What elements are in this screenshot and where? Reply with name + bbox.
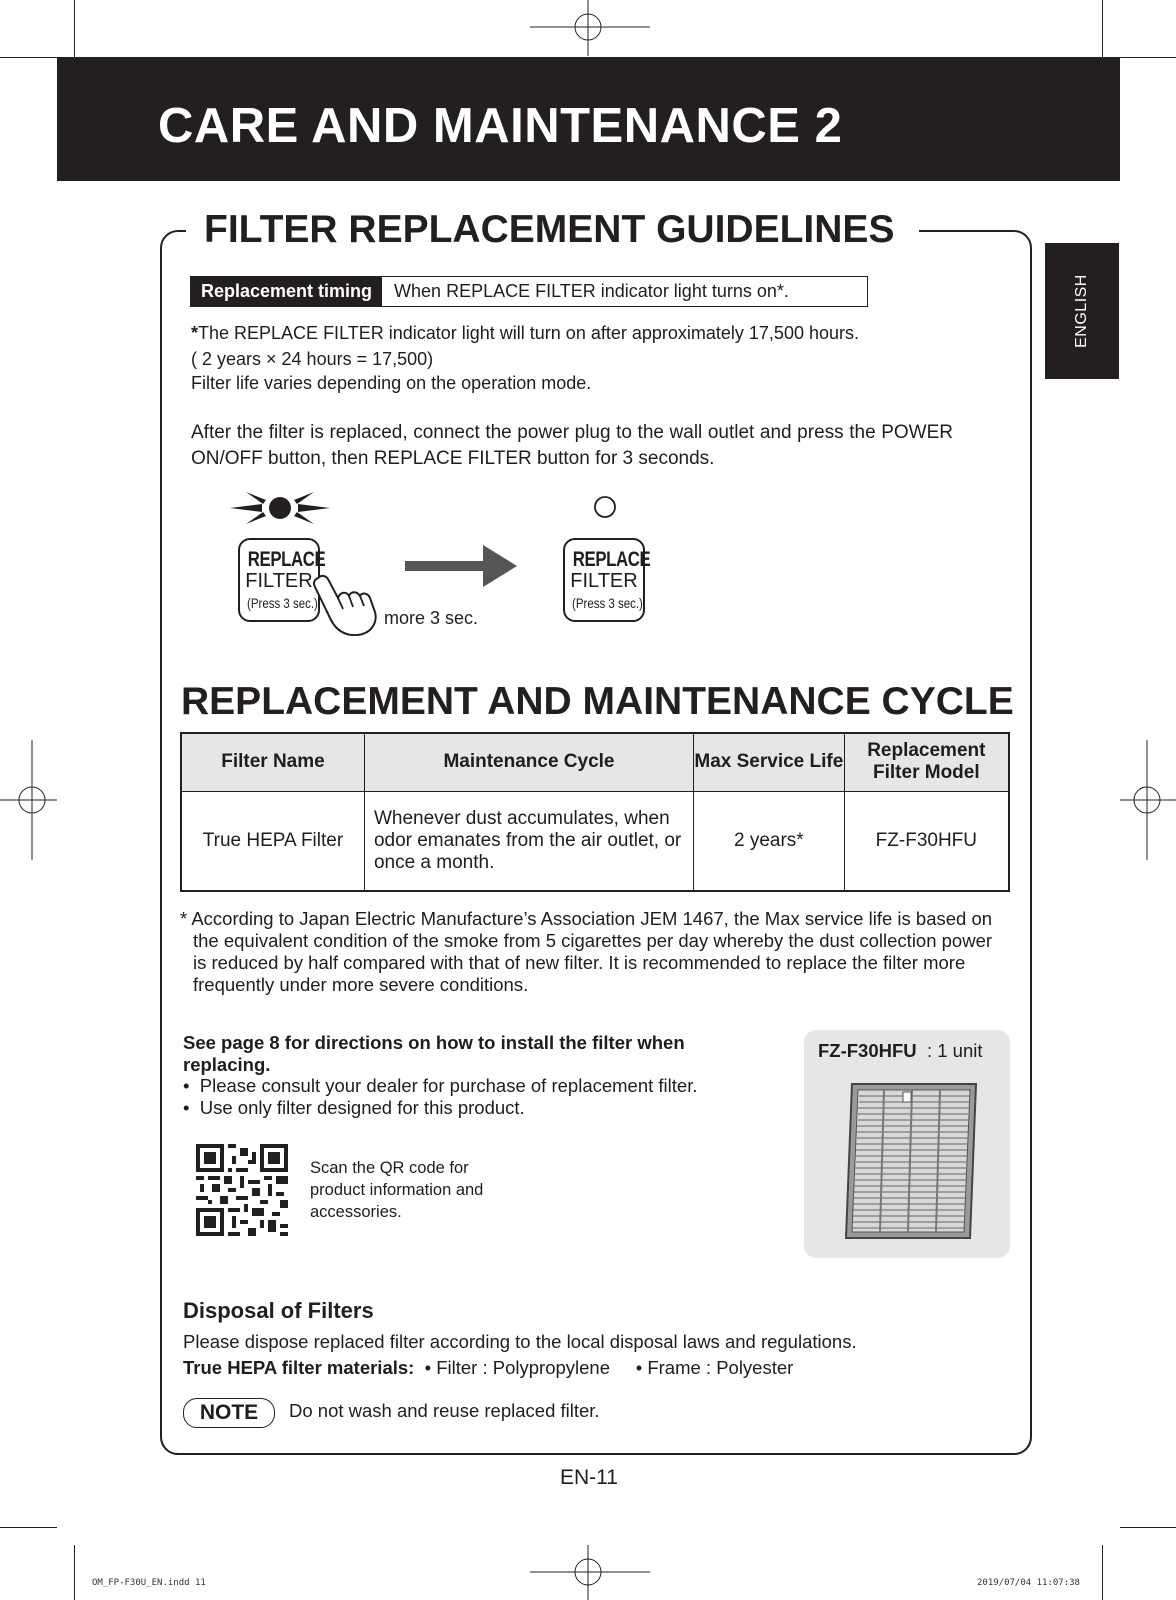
button-label-filter: FILTER (245, 570, 313, 592)
page-number: EN-11 (560, 1466, 618, 1489)
list-item-text: Use only filter designed for this product. (199, 1097, 525, 1118)
crop-mark (0, 57, 57, 58)
arrow-right-icon (405, 543, 517, 589)
qr-caption-text: Scan the QR code for product information and accessories. (310, 1159, 484, 1221)
service-life-footnote (180, 908, 1010, 996)
guidelines-title: FILTER REPLACEMENT GUIDELINES (204, 208, 895, 251)
filter-card-quantity: : 1 unit (926, 1040, 983, 1061)
button-label-press: (Press 3 sec.) (572, 595, 643, 611)
print-slug-date: 2019/07/04 11:07:38 (977, 1578, 1080, 1588)
crop-mark (74, 1545, 75, 1600)
qr-caption (310, 1157, 485, 1223)
filter-card-model: FZ-F30HFU (818, 1040, 917, 1061)
button-label-filter: FILTER (570, 570, 638, 592)
crop-mark (0, 1527, 57, 1528)
registration-mark (530, 0, 650, 56)
bullet-dot: • (183, 1097, 190, 1118)
cycle-title: REPLACEMENT AND MAINTENANCE CYCLE (181, 680, 1014, 723)
table-header-row (181, 733, 1009, 791)
cell-maintenance-cycle: Whenever dust accumulates, when odor emanates from the air outlet, or once a month. (364, 791, 693, 891)
list-item (183, 1097, 525, 1119)
material-frame: • Frame : Polyester (635, 1357, 794, 1378)
button-label-replace: REPLACE (247, 548, 326, 571)
hepa-filter-image (840, 1082, 978, 1240)
filter-card-label (818, 1040, 983, 1062)
column-header: Max Service Life (694, 733, 845, 791)
install-reference: See page 8 for directions on how to install the filter when replacing. (183, 1032, 685, 1075)
column-header: Maintenance Cycle (364, 733, 693, 791)
cell-service-life: 2 years* (694, 791, 845, 891)
replace-filter-button-after (563, 538, 651, 622)
button-label-press: (Press 3 sec.) (247, 595, 318, 611)
timing-value: When REPLACE FILTER indicator light turns on*. (394, 281, 789, 301)
crop-mark (1120, 57, 1176, 58)
hand-press-icon (312, 572, 382, 636)
print-slug-file: OM_FP-F30U_EN.indd 11 (92, 1578, 206, 1588)
crop-mark (1102, 0, 1103, 57)
registration-mark (1120, 740, 1176, 860)
material-filter: • Filter : Polypropylene (424, 1357, 610, 1378)
registration-mark (530, 1545, 650, 1600)
column-header: Filter Name (181, 733, 364, 791)
disposal-text: Please dispose replaced filter according to the local disposal laws and regulations. (183, 1331, 857, 1352)
registration-mark (0, 740, 57, 860)
indicator-note (191, 322, 859, 344)
replace-filter-button-before (238, 538, 326, 622)
note-text: Do not wash and reuse replaced filter. (289, 1400, 600, 1421)
indicator-note-text: The REPLACE FILTER indicator light will turn on after approximately 17,500 hours. (198, 323, 859, 343)
list-item-text: Please consult your dealer for purchase of replacement filter. (199, 1075, 698, 1096)
reset-instruction: After the filter is replaced, connect the power plug to the wall outlet and press the POWER ON/OFF button, then REPLACE FILTER button for 3 seconds. (191, 422, 953, 469)
table-row (181, 791, 1009, 891)
disposal-title: Disposal of Filters (183, 1298, 374, 1323)
materials-label: True HEPA filter materials: (183, 1357, 415, 1378)
asterisk: * (191, 323, 199, 343)
page-title: CARE AND MAINTENANCE 2 (158, 99, 843, 153)
crop-mark (74, 0, 75, 57)
note-badge: NOTE (183, 1398, 275, 1428)
button-label-replace: REPLACE (572, 548, 651, 571)
cell-filter-model: FZ-F30HFU (844, 791, 1009, 891)
cell-filter-name: True HEPA Filter (181, 791, 364, 891)
indicator-light-off-icon (593, 495, 617, 519)
maintenance-table (180, 732, 1010, 892)
crop-mark (1120, 1527, 1176, 1528)
timing-label: Replacement timing (191, 277, 382, 306)
materials-line (183, 1357, 793, 1379)
replacement-timing-box (190, 276, 868, 307)
hold-caption: more 3 sec. (384, 608, 479, 628)
column-header: Replacement Filter Model (844, 733, 1009, 791)
bullet-dot: • (183, 1075, 190, 1096)
language-tab-label: ENGLISH (1073, 274, 1090, 348)
list-item (183, 1075, 697, 1097)
indicator-light-on-icon (228, 486, 332, 530)
footnote-text: * According to Japan Electric Manufacture’s Association JEM 1467, the Max service life is based on the equivalent condition of the smoke from 5 cigarettes per day whereby the dust collection power is reduced by half compared with that of new filter. It is recommended to replace the filter more frequently under more severe conditions. (180, 908, 993, 995)
crop-mark (1102, 1545, 1103, 1600)
qr-code-icon (196, 1144, 288, 1236)
filter-life-note: Filter life varies depending on the operation mode. (191, 373, 592, 393)
hours-calculation: ( 2 years × 24 hours = 17,500) (191, 349, 434, 369)
